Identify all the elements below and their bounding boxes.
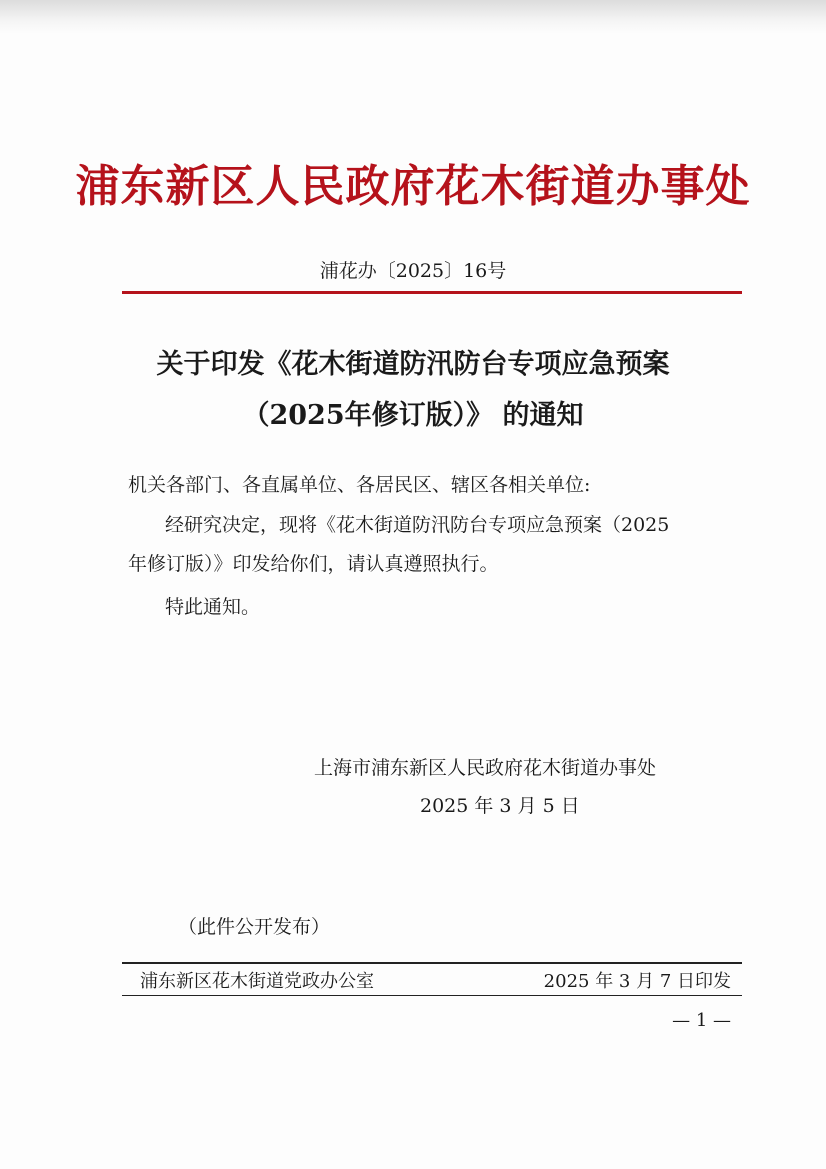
public-release-note: （此件公开发布） xyxy=(178,916,331,938)
closing-remark: 特此通知。 xyxy=(165,596,261,618)
body-paragraph-line-2: 年修订版）》印发给你们，请认真遵照执行。 xyxy=(128,553,499,575)
issuer-heading: 浦东新区人民政府花木街道办事处 xyxy=(75,161,751,212)
recipients-line: 机关各部门、各直属单位、各居民区、辖区各相关单位: xyxy=(128,474,591,496)
body-paragraph-line-1: 经研究决定，现将《花木街道防汛防台专项应急预案（2025 xyxy=(165,514,670,536)
red-divider-line xyxy=(122,291,742,294)
page-number: — 1 — xyxy=(672,1010,731,1031)
document-title-line-2: （2025年修订版）》 的通知 xyxy=(242,400,584,431)
document-number: 浦花办〔2025〕16号 xyxy=(319,260,507,282)
footer-issuing-office: 浦东新区花木街道党政办公室 xyxy=(140,971,374,992)
signature-date: 2025 年 3 月 5 日 xyxy=(420,795,580,817)
footer-bottom-rule xyxy=(122,995,742,996)
footer-print-date: 2025 年 3 月 7 日印发 xyxy=(543,971,731,992)
document-title-line-1: 关于印发《花木街道防汛防台专项应急预案 xyxy=(156,349,670,380)
signature-organization: 上海市浦东新区人民政府花木街道办事处 xyxy=(314,757,657,779)
scan-edge-shadow xyxy=(0,0,826,34)
footer-top-rule xyxy=(122,962,742,964)
